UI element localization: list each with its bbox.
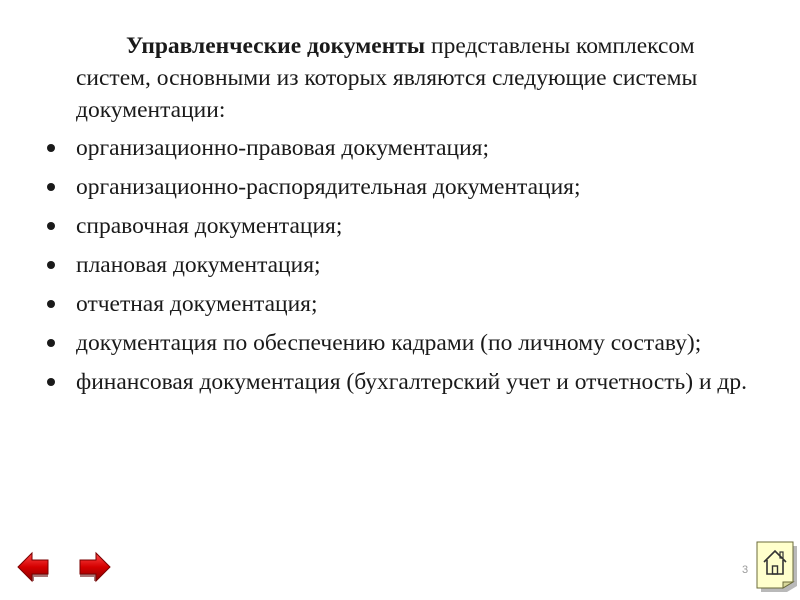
home-icon (755, 540, 799, 594)
list-item: финансовая документация (бухгалтерский учет и отчетность) и др. (76, 366, 766, 398)
arrow-left-icon (16, 550, 50, 584)
intro-bold-term: Управленческие документы (126, 33, 426, 59)
list-item: документация по обеспечению кадрами (по личному составу); (76, 327, 766, 359)
intro-paragraph (76, 30, 766, 126)
arrow-right-icon (78, 550, 112, 584)
page-number: 3 (742, 564, 749, 576)
documentation-list (76, 132, 766, 398)
list-item: плановая документация; (76, 249, 766, 281)
home-button[interactable] (755, 540, 799, 594)
intro-text: представлены комплексом систем, основными из которых являются следующие системы документации: (76, 33, 698, 123)
slide-content (76, 30, 766, 405)
prev-slide-button[interactable] (16, 550, 50, 584)
list-item: отчетная документация; (76, 288, 766, 320)
list-item: организационно-распорядительная документация; (76, 171, 766, 203)
next-slide-button[interactable] (78, 550, 112, 584)
list-item: справочная документация; (76, 210, 766, 242)
list-item: организационно-правовая документация; (76, 132, 766, 164)
